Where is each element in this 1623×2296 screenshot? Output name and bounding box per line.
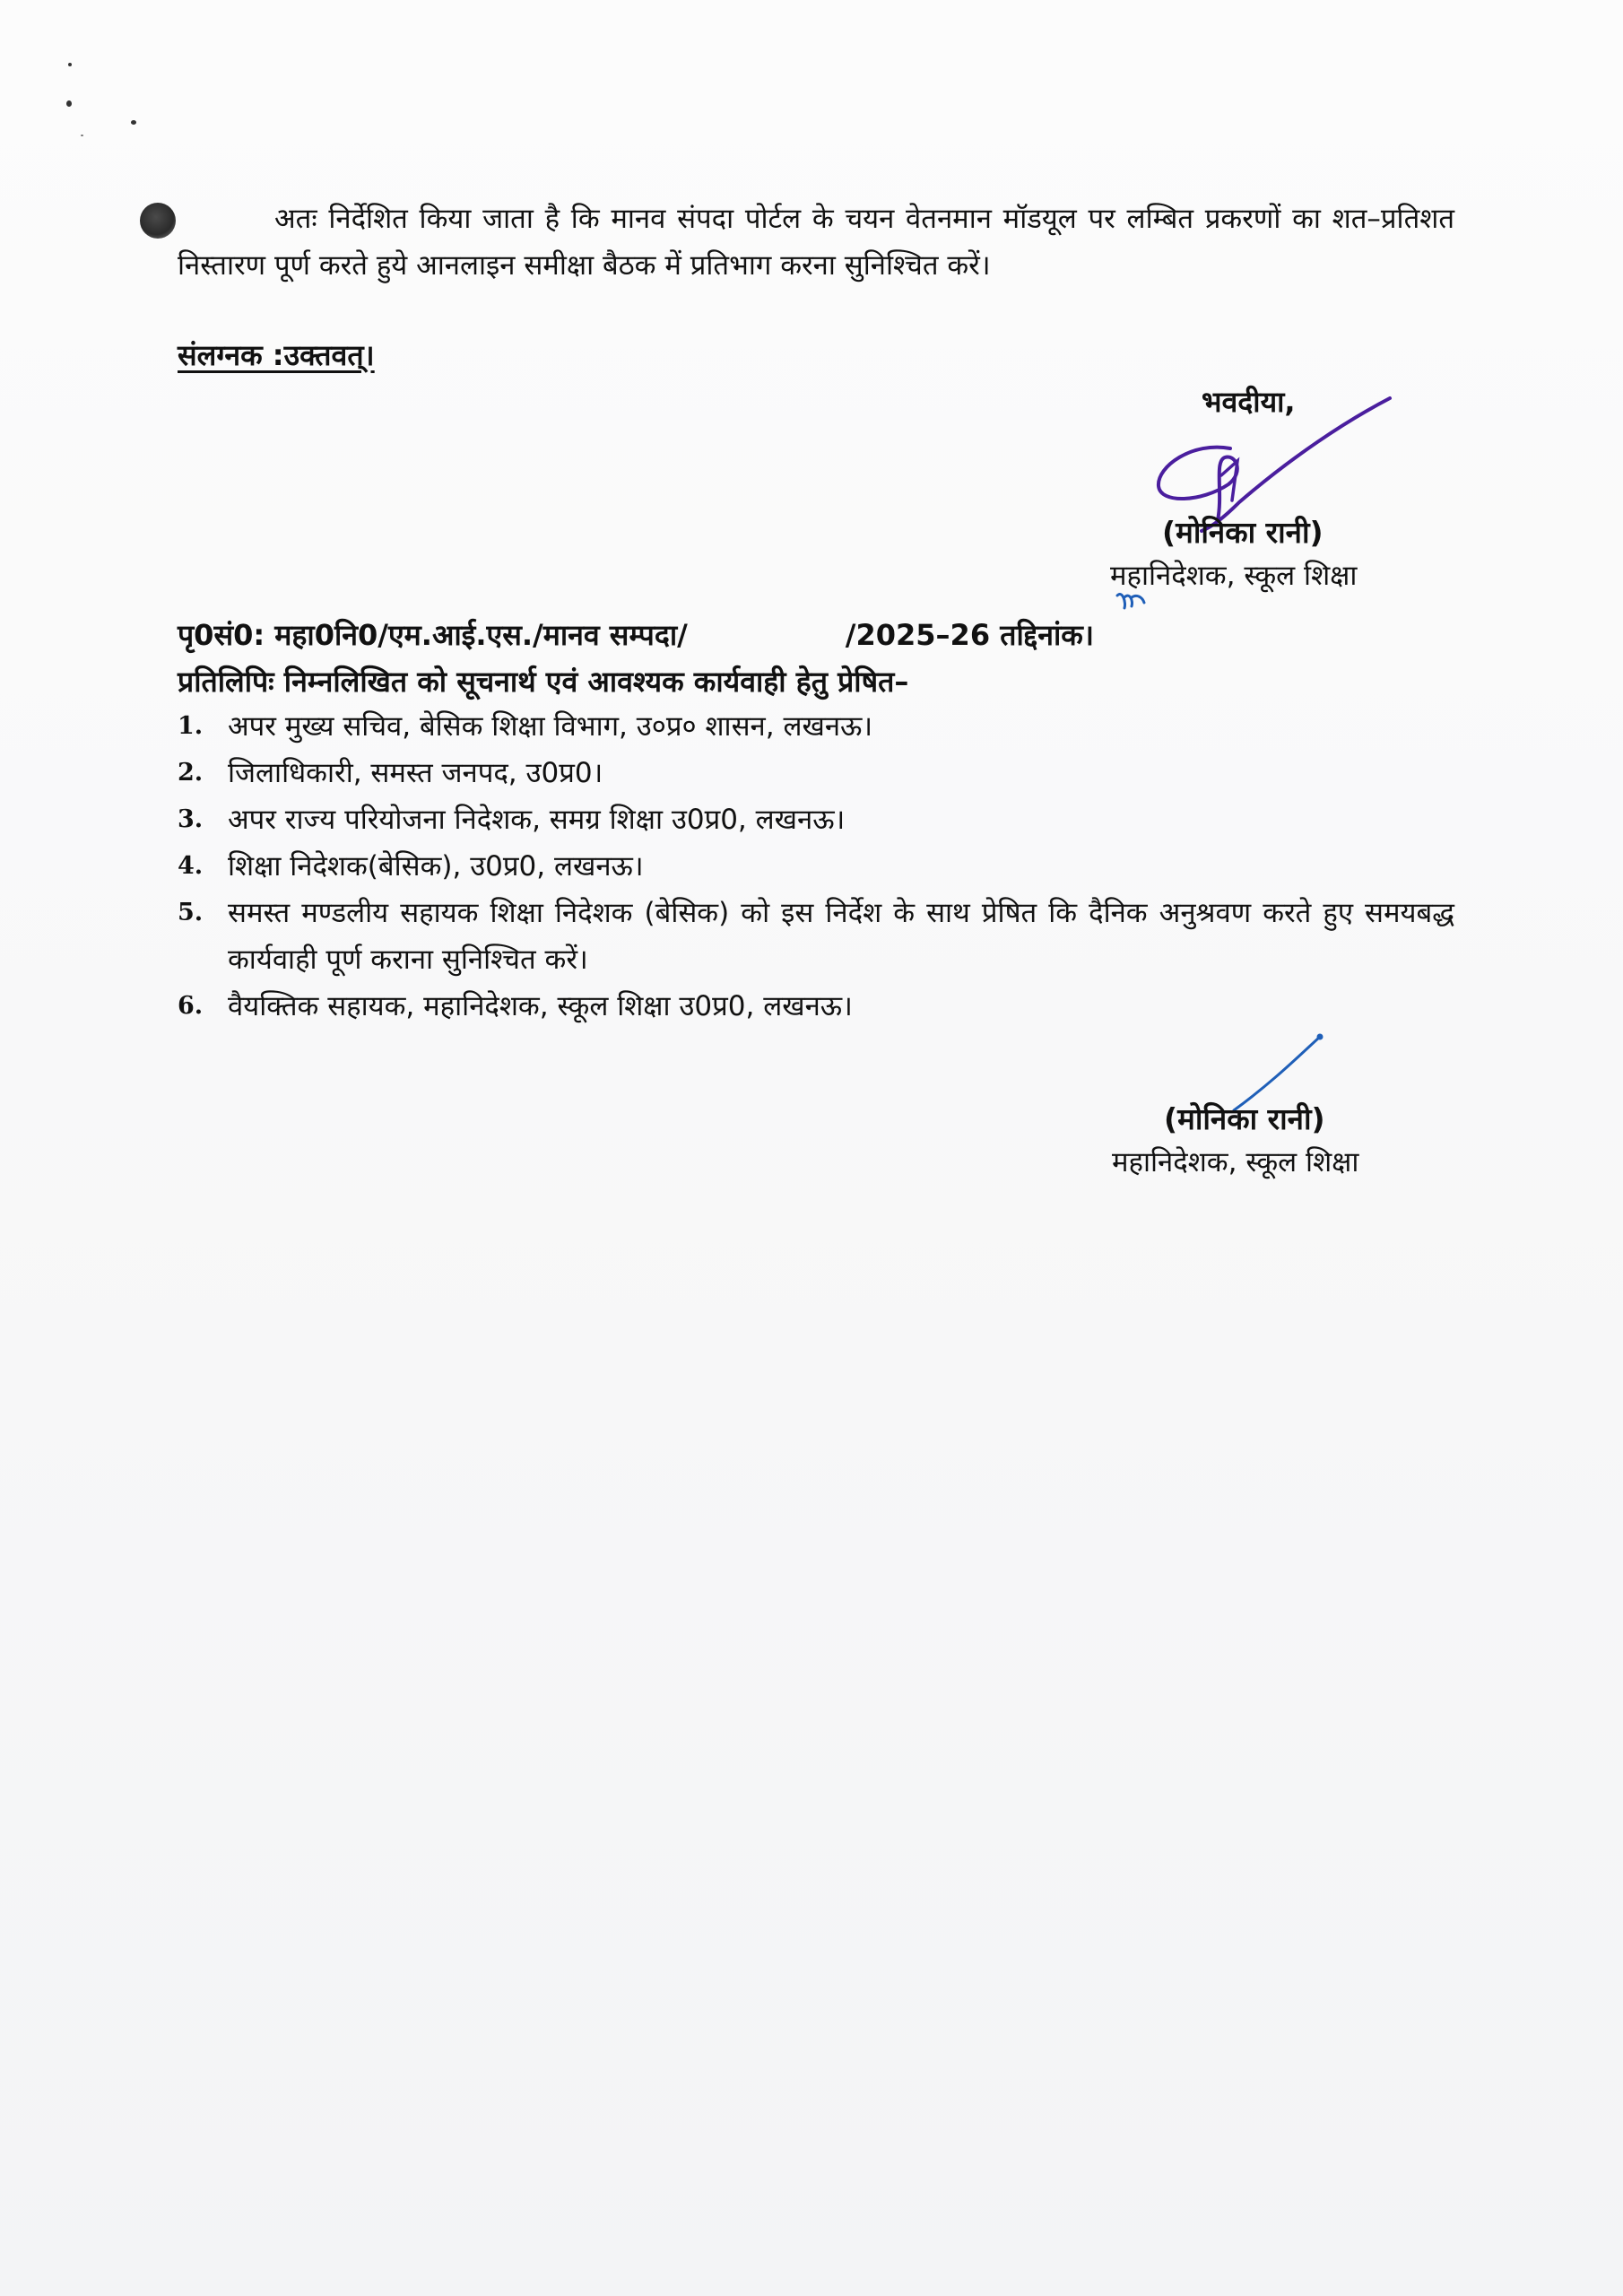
signatory-name-2: (मोनिका रानी) <box>1164 1101 1325 1136</box>
signatory-designation-2: महानिदेशक, स्कूल शिक्षा <box>1112 1146 1359 1178</box>
list-item <box>178 703 1454 750</box>
list-item-text: वैयक्तिक सहायक, महानिदेशक, स्कूल शिक्षा उ0प्र0, लखनऊ। <box>228 990 853 1022</box>
list-item-number: 6. <box>178 992 204 1020</box>
list-item <box>178 750 1454 796</box>
scan-speck <box>68 63 72 66</box>
punch-hole <box>140 203 176 239</box>
list-item-number: 4. <box>178 852 204 880</box>
reference-suffix: /2025–26 तद्दिनांक। <box>845 618 1094 652</box>
scan-speck <box>81 135 83 136</box>
scan-speck <box>66 100 72 107</box>
list-item <box>178 796 1454 843</box>
body-paragraph <box>178 196 1454 289</box>
body-paragraph-text: अतः निर्देशित किया जाता है कि मानव संपदा पोर्टल के चयन वेतनमान मॉडयूल पर लम्बित प्रकरणों का शत–प्रतिशत निस्तारण पूर्ण करते हुये आनलाइन समीक्षा बैठक में प्रतिभाग करना सुनिश्चित करें। <box>178 203 1454 282</box>
list-item <box>178 983 1454 1030</box>
list-item-text: समस्त मण्डलीय सहायक शिक्षा निदेशक (बेसिक) को इस निर्देश के साथ प्रेषित कि दैनिक अनुश्रवण करते हुए समयबद्ध कार्यवाही पूर्ण कराना सुनिश्चित करें। <box>228 897 1454 976</box>
copy-to-heading: प्रतिलिपिः निम्नलिखित को सूचनार्थ एवं आवश्यक कार्यवाही हेतु प्रेषित– <box>178 665 909 699</box>
list-item-number: 3. <box>178 805 204 833</box>
list-item-text: शिक्षा निदेशक(बेसिक), उ0प्र0, लखनऊ। <box>228 850 644 883</box>
distribution-list <box>178 703 1454 1030</box>
list-item-text: अपर राज्य परियोजना निदेशक, समग्र शिक्षा उ0प्र0, लखनऊ। <box>228 804 846 836</box>
list-item-number: 2. <box>178 759 204 787</box>
scan-speck <box>131 120 136 125</box>
list-item-number: 5. <box>178 899 204 926</box>
signatory-name-1: (मोनिका रानी) <box>1162 515 1324 550</box>
initial-mark-icon <box>1114 588 1150 615</box>
list-item-text: अपर मुख्य सचिव, बेसिक शिक्षा विभाग, उ०प्र० शासन, लखनऊ। <box>228 710 873 743</box>
list-item <box>178 890 1454 983</box>
enclosure-note: संलग्नक :उक्तवत्। <box>178 338 375 372</box>
closing-salutation: भवदीया, <box>1202 385 1296 419</box>
reference-prefix: पृ0सं0: महा0नि0/एम.आई.एस./मानव सम्पदा/ <box>178 618 688 652</box>
reference-number <box>178 615 1094 654</box>
list-item <box>178 843 1454 890</box>
list-item-text: जिलाधिकारी, समस्त जनपद, उ0प्र0। <box>228 757 603 789</box>
list-item-number: 1. <box>178 712 204 740</box>
signatory-designation-1: महानिदेशक, स्कूल शिक्षा <box>1110 560 1358 592</box>
